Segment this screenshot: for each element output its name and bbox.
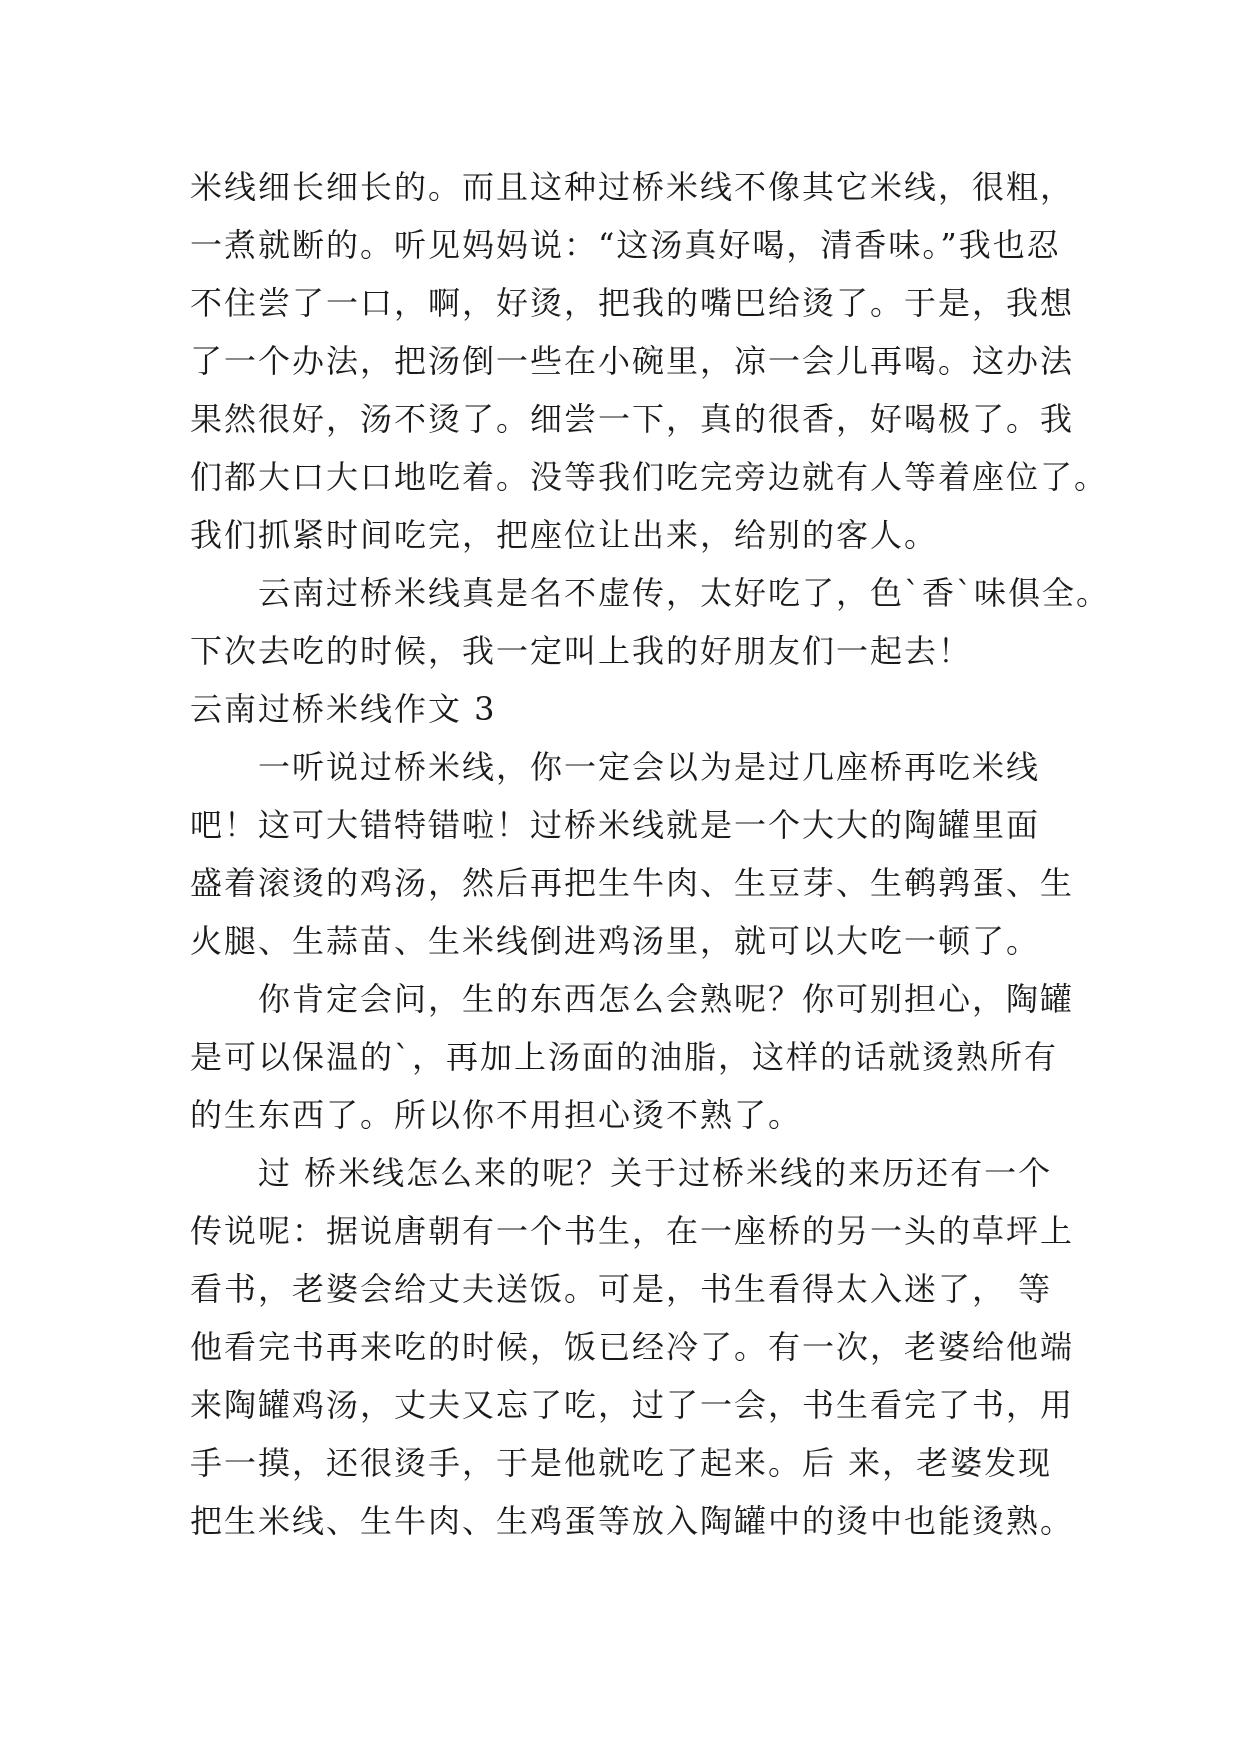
text-line: 们都大口大口地吃着。没等我们吃完旁边就有人等着座位了。	[190, 458, 1109, 496]
text-line: 不住尝了一口，啊，好烫，把我的嘴巴给烫了。于是，我想	[190, 284, 1075, 322]
paragraph-start-line: 你肯定会问，生的东西怎么会熟呢？你可别担心，陶罐	[258, 980, 1075, 1018]
text-line: 的生东西了。所以你不用担心烫不熟了。	[190, 1096, 803, 1134]
text-line: 米线细长细长的。而且这种过桥米线不像其它米线，很粗，	[190, 168, 1075, 206]
text-line: 火腿、生蒜苗、生米线倒进鸡汤里，就可以大吃一顿了。	[190, 922, 1041, 960]
document-body	[190, 158, 1111, 1550]
text-line: 他看完书再来吃的时候，饭已经冷了。有一次，老婆给他端	[190, 1328, 1075, 1366]
paragraph-start-line: 过 桥米线怎么来的呢？关于过桥米线的来历还有一个	[258, 1154, 1053, 1192]
text-line: 一煮就断的。听见妈妈说：“这汤真好喝，清香味。”我也忍	[190, 226, 1061, 264]
paragraph-start-line: 云南过桥米线真是名不虚传，太好吃了，色`香`味俱全。	[258, 574, 1111, 612]
text-line: 吧！这可大错特错啦！过桥米线就是一个大大的陶罐里面	[190, 806, 1041, 844]
text-line: 是可以保温的`，再加上汤面的油脂，这样的话就烫熟所有	[190, 1038, 1059, 1076]
text-line: 来陶罐鸡汤，丈夫又忘了吃，过了一会，书生看完了书，用	[190, 1386, 1075, 1424]
text-line: 了一个办法，把汤倒一些在小碗里，凉一会儿再喝。这办法	[190, 342, 1075, 380]
text-line: 看书，老婆会给丈夫送饭。可是，书生看得太入迷了， 等	[190, 1270, 1053, 1308]
text-line: 传说呢：据说唐朝有一个书生，在一座桥的另一头的草坪上	[190, 1212, 1075, 1250]
section-heading: 云南过桥米线作文 3	[190, 690, 497, 728]
text-line: 果然很好，汤不烫了。细尝一下，真的很香，好喝极了。我	[190, 400, 1075, 438]
text-line: 把生米线、生牛肉、生鸡蛋等放入陶罐中的烫中也能烫熟。	[190, 1502, 1075, 1540]
text-line: 下次去吃的时候，我一定叫上我的好朋友们一起去！	[190, 632, 973, 670]
text-line: 盛着滚烫的鸡汤，然后再把生牛肉、生豆芽、生鹌鹑蛋、生	[190, 864, 1075, 902]
text-line: 手一摸，还很烫手，于是他就吃了起来。后 来，老婆发现	[190, 1444, 1053, 1482]
text-line: 我们抓紧时间吃完，把座位让出来，给别的客人。	[190, 516, 939, 554]
paragraph-start-line: 一听说过桥米线，你一定会以为是过几座桥再吃米线	[258, 748, 1041, 786]
